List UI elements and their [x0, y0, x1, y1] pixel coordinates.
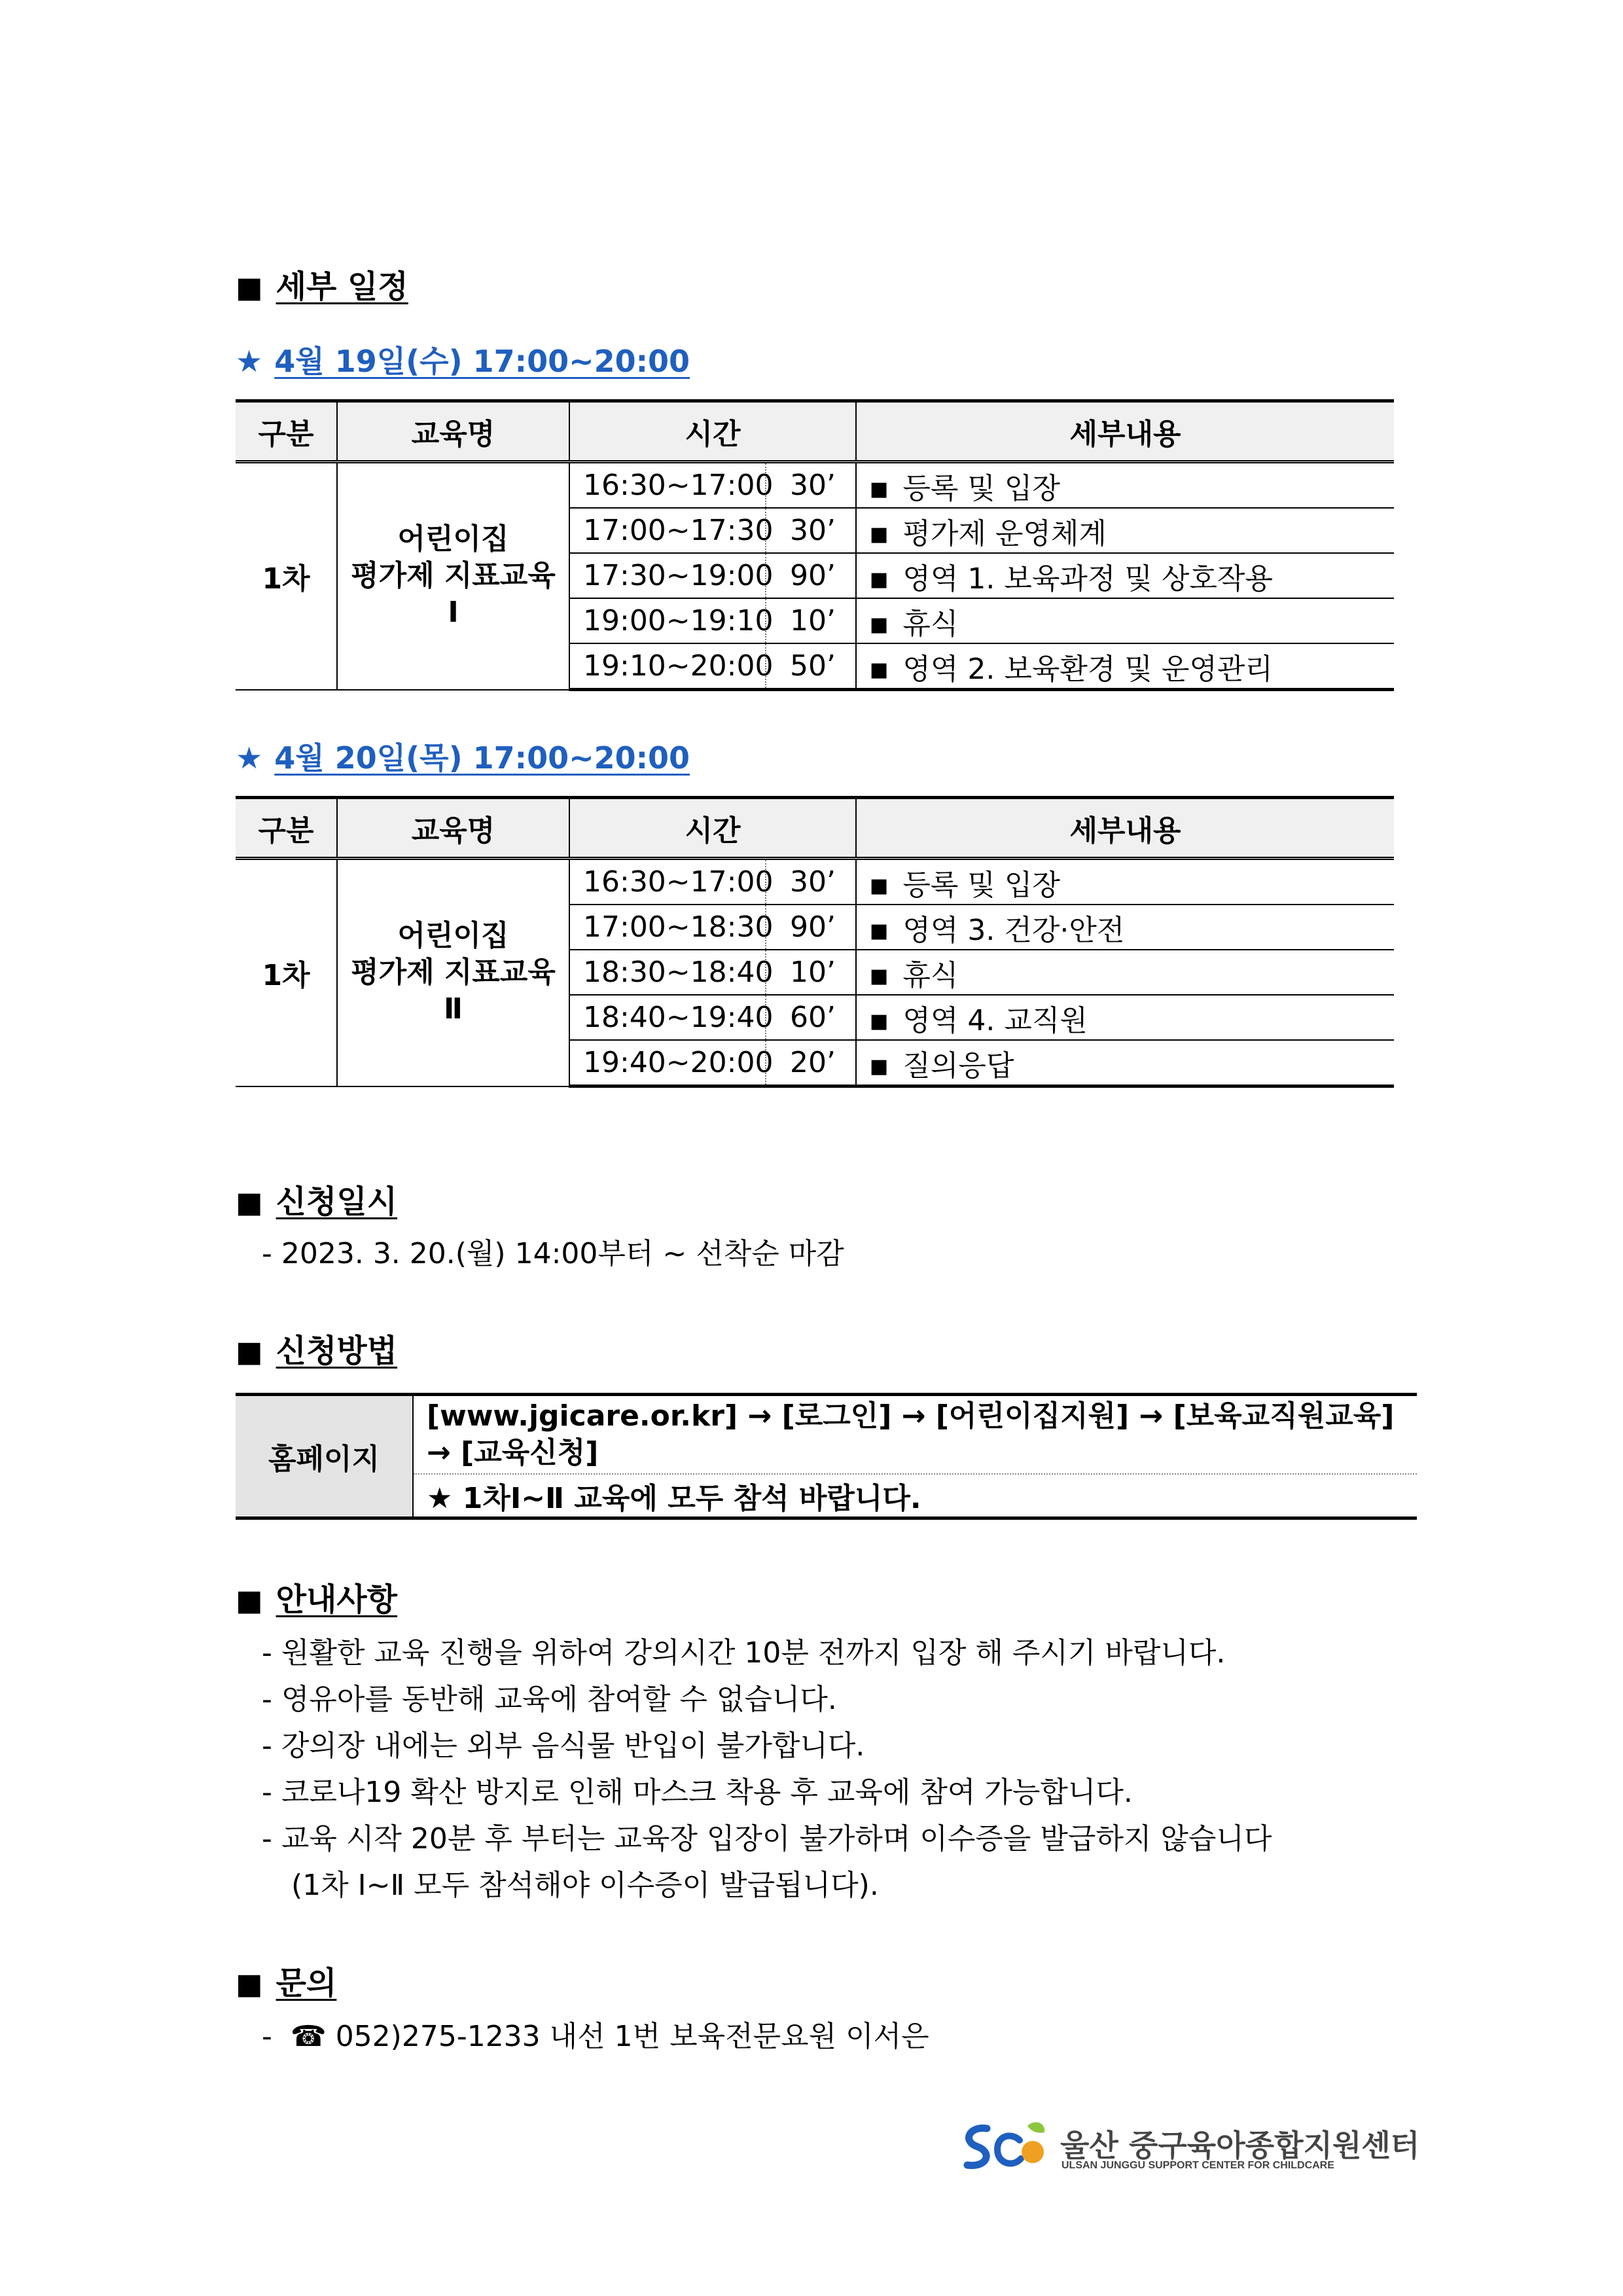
square-bullet-icon: ■: [870, 1054, 889, 1078]
course-name-cell: [337, 462, 569, 690]
header-time: 시간: [569, 798, 856, 859]
application-method-table: [236, 1393, 1417, 1520]
table-row: [236, 859, 1394, 905]
square-bullet-icon: ■: [236, 1186, 263, 1219]
detail-cell: [856, 553, 1394, 598]
detail-text: 영역 2. 보육환경 및 운영관리: [902, 652, 1273, 686]
duration-cell: 10’: [766, 950, 856, 995]
course-name-line: 어린이집: [397, 522, 509, 556]
header-category: 구분: [236, 798, 337, 859]
course-name-line: 평가제 지표교육: [351, 559, 556, 593]
time-cell: 19:00~19:10: [569, 598, 766, 643]
course-name-cell: [337, 859, 569, 1086]
time-cell: 17:30~19:00: [569, 553, 766, 598]
header-detail: 세부내용: [856, 401, 1394, 462]
section-title: 신청일시: [276, 1183, 398, 1220]
detail-cell: [856, 643, 1394, 690]
header-category: 구분: [236, 401, 337, 462]
section-schedule-heading: [236, 267, 408, 308]
detail-cell: [856, 995, 1394, 1040]
day2-date: 4월 20일(목) 17:00~20:00: [274, 740, 690, 776]
detail-cell: [856, 598, 1394, 643]
method-path-line: → [교육신청]: [427, 1436, 599, 1469]
duration-cell: 20’: [766, 1040, 856, 1086]
square-bullet-icon: ■: [870, 658, 889, 681]
section-title: 안내사항: [276, 1581, 398, 1618]
time-cell: 17:00~17:30: [569, 508, 766, 553]
course-name-line: Ⅱ: [444, 992, 463, 1026]
time-cell: 17:00~18:30: [569, 905, 766, 950]
notice-item: - 강의장 내에는 외부 음식물 반입이 불가합니다.: [262, 1729, 865, 1763]
square-bullet-icon: ■: [870, 522, 889, 546]
time-cell: 16:30~17:00: [569, 859, 766, 905]
table-row: [236, 462, 1394, 509]
square-bullet-icon: ■: [236, 1967, 263, 2001]
section-contact-heading: [236, 1964, 336, 2004]
time-cell: 19:10~20:00: [569, 643, 766, 690]
square-bullet-icon: ■: [236, 1584, 263, 1617]
course-name-line: 어린이집: [397, 919, 509, 953]
notice-item: - 영유아를 동반해 교육에 참여할 수 없습니다.: [262, 1683, 837, 1716]
sci-logo-icon: [955, 2114, 1054, 2179]
square-bullet-icon: ■: [870, 1009, 889, 1033]
notice-item-continuation: (1차 Ⅰ~Ⅱ 모두 참석해야 이수증이 발급됩니다).: [291, 1869, 879, 1902]
detail-text: 휴식: [902, 607, 959, 641]
header-course: 교육명: [337, 401, 569, 462]
footer-logo: [955, 2114, 1420, 2179]
contact-text: 052)275-1233 내선 1번 보육전문요원 이서은: [335, 2020, 929, 2053]
header-detail: 세부내용: [856, 798, 1394, 859]
day2-heading: [236, 738, 690, 778]
course-name-line: 평가제 지표교육: [351, 956, 556, 990]
square-bullet-icon: ■: [870, 874, 889, 897]
detail-text: 영역 1. 보육과정 및 상호작용: [902, 562, 1273, 596]
contact-dash: -: [262, 2020, 272, 2053]
day2-schedule-table: [236, 796, 1394, 1088]
day1-schedule-table: [236, 399, 1394, 691]
duration-cell: 10’: [766, 598, 856, 643]
category-cell: 1차: [236, 462, 337, 690]
method-path: [413, 1395, 1417, 1475]
notice-item: - 원활한 교육 진행을 위하여 강의시간 10분 전까지 입장 해 주시기 바랍니다.: [262, 1636, 1226, 1670]
duration-cell: 30’: [766, 508, 856, 553]
time-cell: 18:40~19:40: [569, 995, 766, 1040]
section-application-period-heading: [236, 1182, 397, 1223]
header-course: 교육명: [337, 798, 569, 859]
time-cell: 19:40~20:00: [569, 1040, 766, 1086]
notice-item: - 교육 시작 20분 후 부터는 교육장 입장이 불가하며 이수증을 발급하지 않습니다: [262, 1822, 1272, 1856]
time-cell: 16:30~17:00: [569, 462, 766, 509]
duration-cell: 90’: [766, 553, 856, 598]
duration-cell: 30’: [766, 859, 856, 905]
application-period-text: - 2023. 3. 20.(월) 14:00부터 ~ 선착순 마감: [262, 1237, 844, 1270]
detail-text: 등록 및 입장: [902, 471, 1060, 505]
detail-text: 질의응답: [902, 1049, 1014, 1083]
star-icon: ★: [236, 344, 263, 379]
contact-line: [262, 2017, 929, 2056]
org-name: 울산 중구육아종합지원센터: [1060, 2128, 1420, 2163]
square-bullet-icon: ■: [870, 919, 889, 942]
duration-cell: 60’: [766, 995, 856, 1040]
table-header-row: [236, 401, 1394, 462]
square-bullet-icon: ■: [236, 271, 263, 304]
detail-cell: [856, 1040, 1394, 1086]
detail-cell: [856, 950, 1394, 995]
section-application-method-heading: [236, 1331, 397, 1372]
course-name-line: Ⅰ: [448, 596, 459, 630]
section-title: 세부 일정: [276, 268, 408, 305]
square-bullet-icon: ■: [870, 567, 889, 591]
detail-cell: [856, 905, 1394, 950]
square-bullet-icon: ■: [870, 477, 889, 501]
section-title: 신청방법: [276, 1333, 398, 1369]
org-name-en: ULSAN JUNGGU SUPPORT CENTER FOR CHILDCARE: [1061, 2160, 1334, 2171]
square-bullet-icon: ■: [870, 964, 889, 988]
duration-cell: 50’: [766, 643, 856, 690]
square-bullet-icon: ■: [236, 1335, 263, 1369]
method-path-line: [www.jgicare.or.kr] → [로그인] → [어린이집지원] → [보육교직원교육]: [427, 1399, 1395, 1433]
detail-cell: [856, 462, 1394, 509]
duration-cell: 90’: [766, 905, 856, 950]
duration-cell: 30’: [766, 462, 856, 509]
day1-heading: [236, 342, 690, 381]
detail-text: 등록 및 입장: [902, 868, 1060, 902]
detail-text: 평가제 운영체계: [902, 516, 1107, 550]
section-title: 문의: [276, 1965, 337, 2001]
detail-text: 휴식: [902, 958, 959, 992]
day1-date: 4월 19일(수) 17:00~20:00: [274, 344, 690, 379]
detail-cell: [856, 508, 1394, 553]
time-cell: 18:30~18:40: [569, 950, 766, 995]
header-time: 시간: [569, 401, 856, 462]
detail-text: 영역 4. 교직원: [902, 1003, 1088, 1037]
notice-item: - 코로나19 확산 방지로 인해 마스크 착용 후 교육에 참여 가능합니다.: [262, 1776, 1133, 1809]
method-label: 홈페이지: [236, 1395, 413, 1518]
star-icon: ★: [236, 740, 263, 776]
table-header-row: [236, 798, 1394, 859]
category-cell: 1차: [236, 859, 337, 1086]
detail-text: 영역 3. 건강·안전: [902, 913, 1125, 947]
method-note: ★ 1차Ⅰ~Ⅱ 교육에 모두 참석 바랍니다.: [413, 1474, 1417, 1518]
square-bullet-icon: ■: [870, 613, 889, 636]
detail-cell: [856, 859, 1394, 905]
phone-icon: ☎: [290, 2020, 327, 2053]
section-notices-heading: [236, 1580, 397, 1621]
